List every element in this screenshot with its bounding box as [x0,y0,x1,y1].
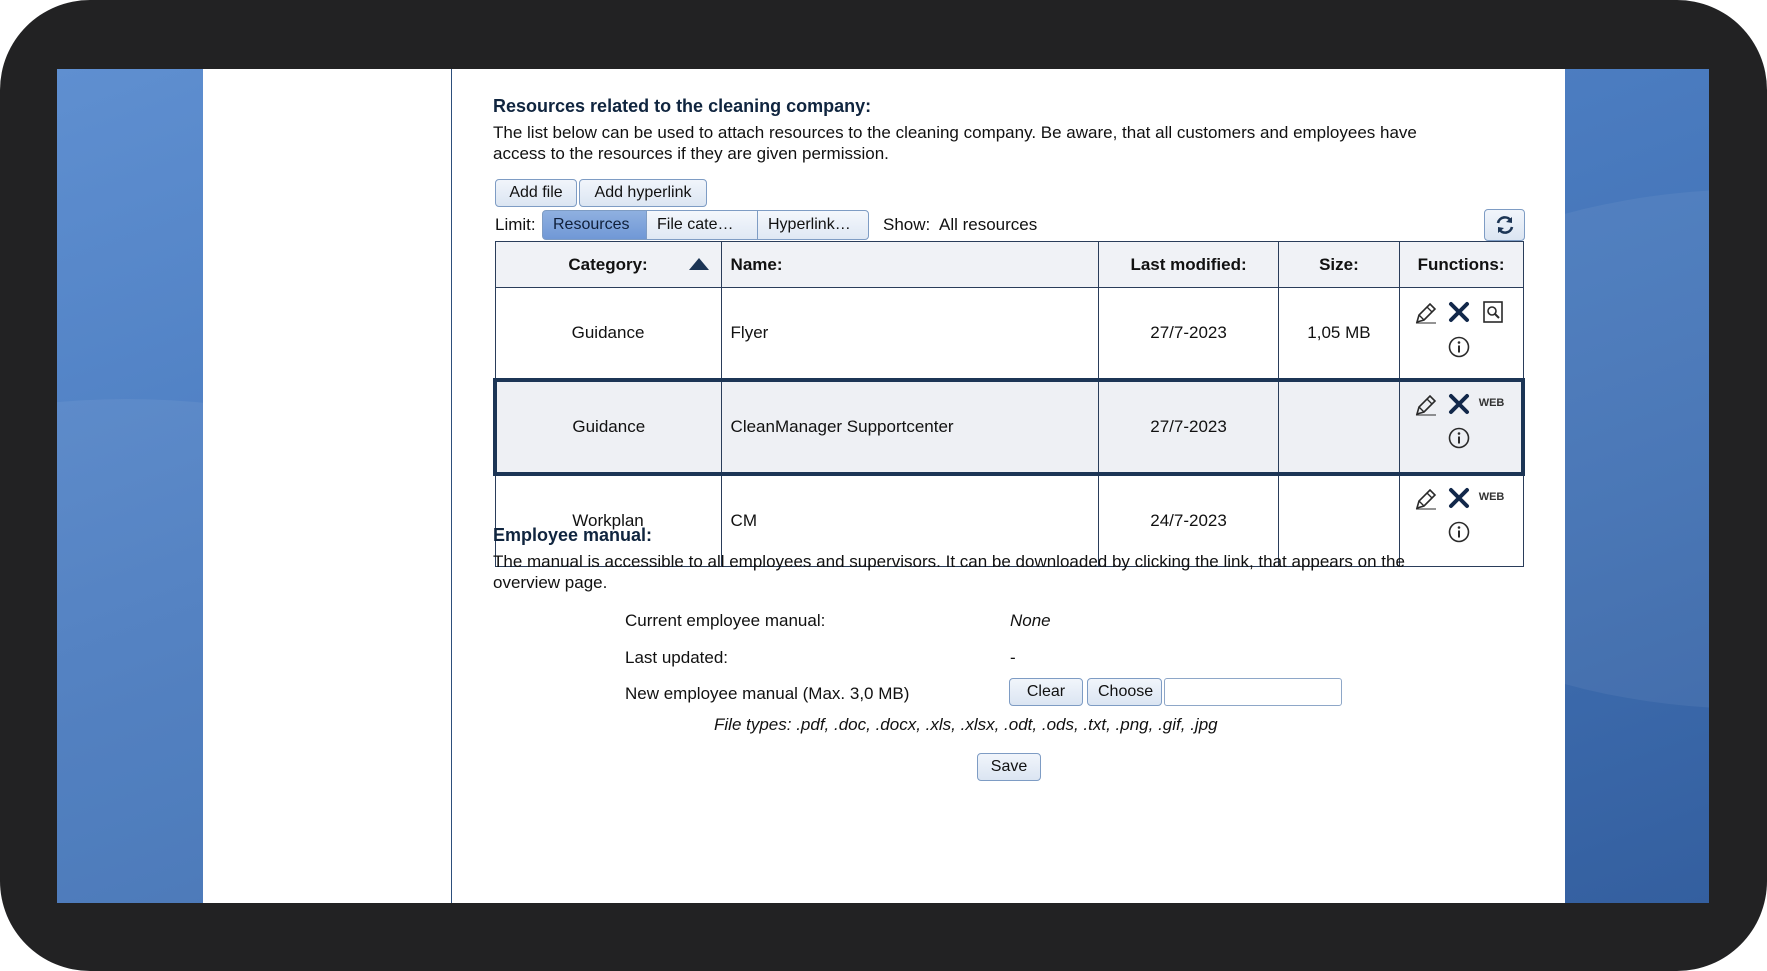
limit-resources-tab[interactable]: Resources [542,210,647,240]
sort-ascending-icon [689,258,709,270]
delete-x-icon[interactable] [1448,301,1470,323]
name-column-header[interactable]: Name: [721,242,1098,288]
edit-pencil-icon[interactable] [1414,487,1438,511]
manual-description-line1: The manual is accessible to all employees and supervisors. It can be downloaded by clicking the link, that appears on the [493,552,1405,571]
preview-file-icon[interactable] [1483,301,1503,323]
delete-x-icon[interactable] [1448,393,1470,415]
current-manual-label: Current employee manual: [625,611,826,630]
content-area [493,69,1525,903]
row-category: Workplan [495,474,721,567]
functions-column-header: Functions: [1399,242,1523,288]
row-functions [1399,474,1523,567]
row-modified: 27/7-2023 [1098,288,1278,381]
current-manual-value: None [1010,611,1051,630]
row-functions [1399,288,1523,381]
clear-button[interactable]: Clear [1009,678,1083,706]
table-row-selected[interactable] [495,380,1523,474]
row-size: 1,05 MB [1279,288,1399,381]
add-hyperlink-button[interactable]: Add hyperlink [579,179,707,207]
last-updated-label: Last updated: [625,648,729,667]
limit-label: Limit: [495,215,536,234]
last-modified-column-header[interactable]: Last modified: [1098,242,1278,288]
table-header-row [495,242,1523,288]
info-icon[interactable] [1448,427,1470,449]
manual-description-line2: overview page. [493,573,608,592]
row-modified: 27/7-2023 [1098,380,1278,474]
edit-pencil-icon[interactable] [1414,301,1438,325]
row-modified: 24/7-2023 [1098,474,1278,567]
refresh-button[interactable] [1484,209,1525,241]
limit-hyperlinks-tab[interactable]: Hyperlink… [757,210,869,240]
open-web-link-icon[interactable]: WEB [1478,397,1505,409]
employee-manual-heading: Employee manual: [493,525,653,545]
resources-description-line2: access to the resources if they are given permission. [493,144,889,163]
file-types-hint: File types: .pdf, .doc, .docx, .xls, .xlsx, .odt, .ods, .txt, .png, .gif, .jpg [714,715,1218,734]
show-label: Show: [883,215,931,234]
new-manual-label: New employee manual (Max. 3,0 MB) [625,684,910,703]
row-category: Guidance [495,380,721,474]
row-name[interactable]: CleanManager Supportcenter [721,380,1098,474]
main-page [203,69,1565,903]
save-button[interactable]: Save [977,753,1041,781]
row-size [1279,380,1399,474]
category-header-label: Category: [568,254,648,274]
resources-table [493,241,1525,567]
delete-x-icon[interactable] [1448,487,1470,509]
resources-heading: Resources related to the cleaning company: [493,96,872,116]
open-web-link-icon[interactable]: WEB [1478,491,1505,503]
last-updated-value: - [1010,648,1016,667]
resources-description-line1: The list below can be used to attach resources to the cleaning company. Be aware, that all customers and employees have [493,123,1417,142]
row-functions [1399,380,1523,474]
category-column-header[interactable] [495,242,721,288]
row-name[interactable]: CM [721,474,1098,567]
limit-file-categories-tab[interactable]: File cate… [646,210,758,240]
edit-pencil-icon[interactable] [1414,393,1438,417]
show-value[interactable]: All resources [939,215,1038,234]
size-column-header[interactable]: Size: [1279,242,1399,288]
info-icon[interactable] [1448,336,1470,358]
left-navigation-panel [203,69,452,903]
row-category: Guidance [495,288,721,381]
table-row[interactable] [495,288,1523,381]
browser-viewport [57,69,1709,903]
file-name-input[interactable] [1164,678,1342,706]
row-name[interactable]: Flyer [721,288,1098,381]
choose-file-button[interactable]: Choose [1087,678,1162,706]
info-icon[interactable] [1448,521,1470,543]
add-file-button[interactable]: Add file [495,179,577,207]
refresh-icon [1494,214,1516,236]
